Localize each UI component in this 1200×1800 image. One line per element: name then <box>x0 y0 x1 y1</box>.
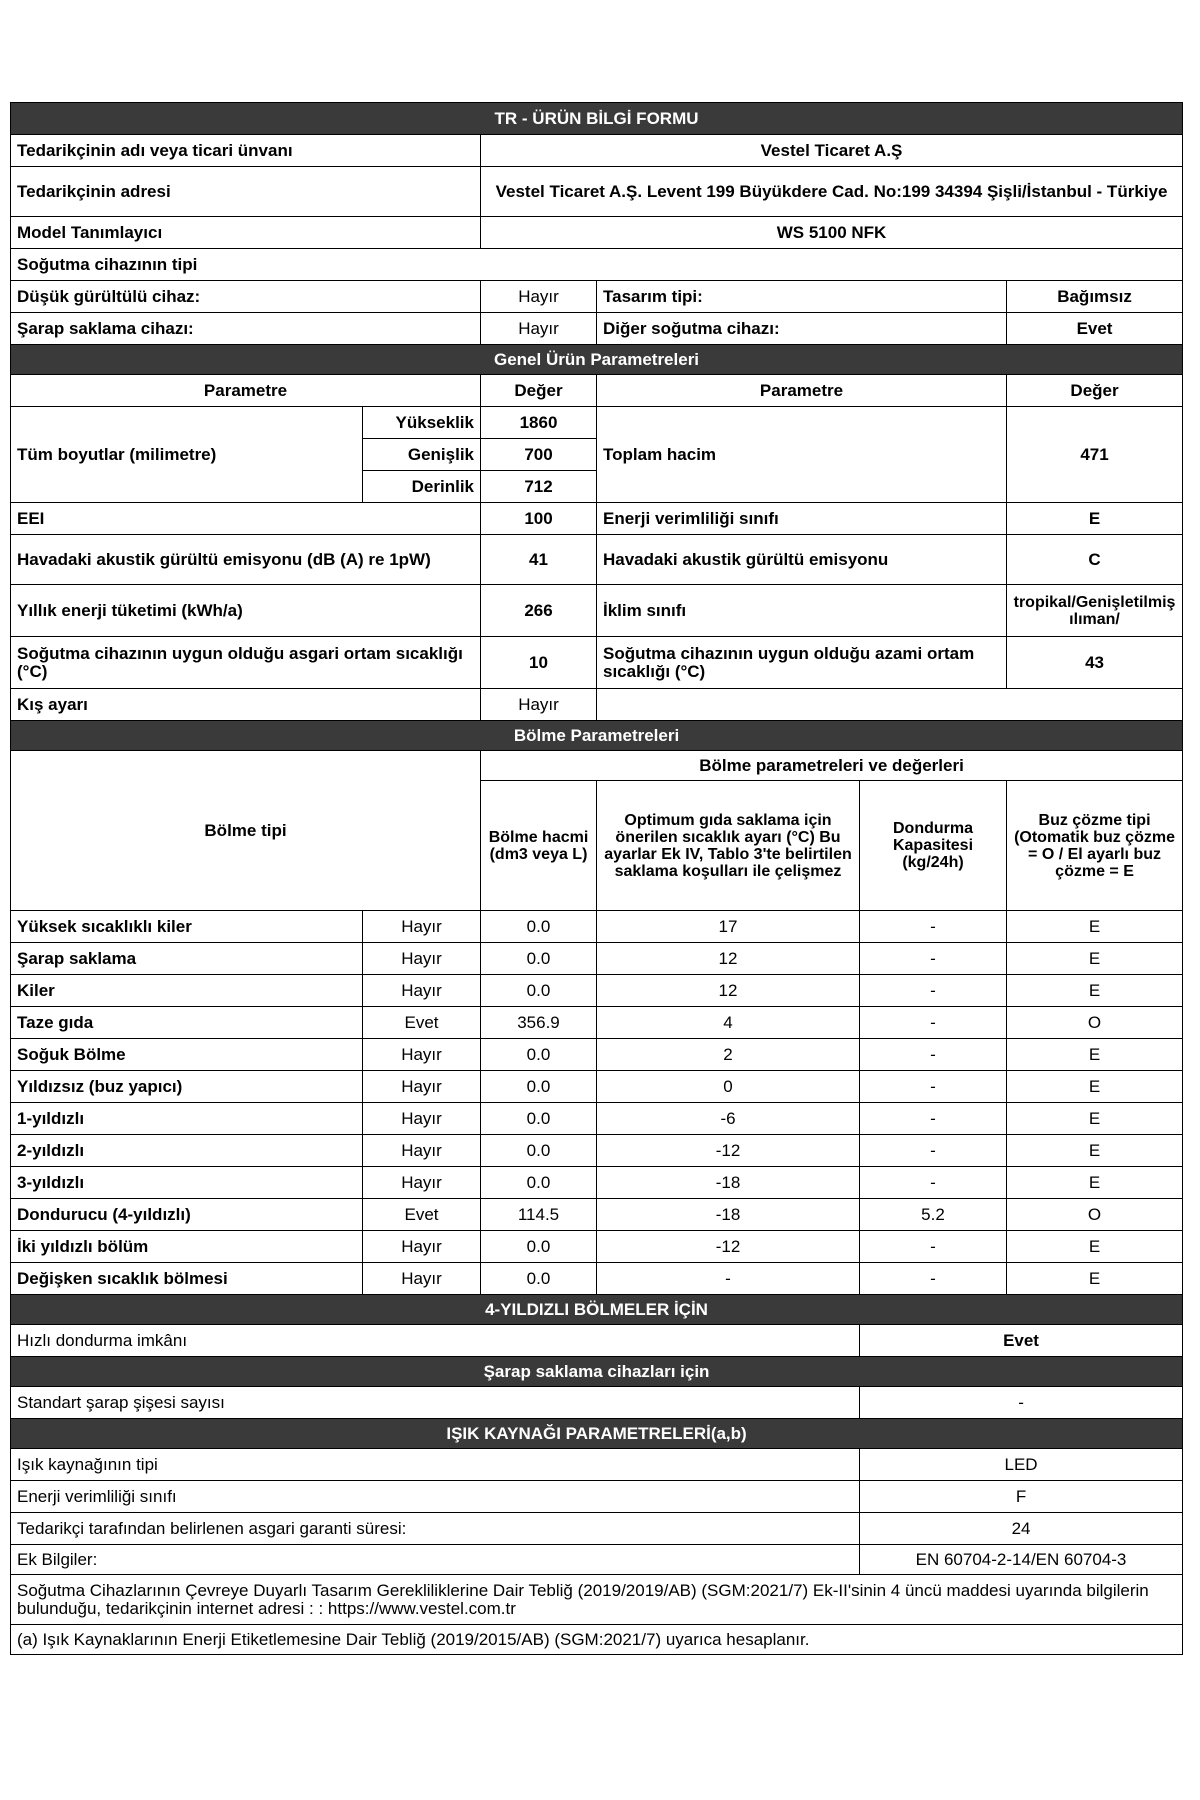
compartment-volume: 0.0 <box>481 1263 597 1295</box>
compartment-row <box>11 1007 1183 1039</box>
light-section-header <box>11 1419 1183 1449</box>
general-title: Genel Ürün Parametreleri <box>11 345 1183 375</box>
footer-note-light-regulation: (a) Işık Kaynaklarının Enerji Etiketlemesine Dair Tebliğ (2019/2015/AB) (SGM:2021/7) uyarıca hesaplanır. <box>11 1625 1183 1655</box>
compartment-name: Yüksek sıcaklıklı kiler <box>11 911 363 943</box>
wine-device-row <box>11 313 1183 345</box>
wine-bottles-row <box>11 1387 1183 1419</box>
ambient-temp-row <box>11 637 1183 689</box>
product-info-form <box>10 102 1182 1655</box>
compartment-present: Hayır <box>363 1231 481 1263</box>
compartment-volume: 0.0 <box>481 1039 597 1071</box>
compartment-present: Hayır <box>363 943 481 975</box>
compartment-row <box>11 1039 1183 1071</box>
compartment-defrost-type: E <box>1007 1103 1183 1135</box>
extra-info-value: EN 60704-2-14/EN 60704-3 <box>860 1545 1183 1575</box>
min-temp-label: Soğutma cihazının uygun olduğu asgari ortam sıcaklığı (°C) <box>11 637 481 689</box>
light-class-value: F <box>860 1481 1183 1513</box>
compartment-row <box>11 1071 1183 1103</box>
warranty-label: Tedarikçi tarafından belirlenen asgari garanti süresi: <box>11 1513 860 1545</box>
energy-class-label: Enerji verimliliği sınıfı <box>597 503 1007 535</box>
eei-row <box>11 503 1183 535</box>
compartment-col-defrost: Buz çözme tipi (Otomatik buz çözme = O / El ayarlı buz çözme = E <box>1007 781 1183 911</box>
compartment-name: Taze gıda <box>11 1007 363 1039</box>
compartment-row <box>11 1199 1183 1231</box>
other-device-value: Evet <box>1007 313 1183 345</box>
compartment-present: Hayır <box>363 1039 481 1071</box>
compartment-col-freeze: Dondurma Kapasitesi (kg/24h) <box>860 781 1007 911</box>
climate-class-value: tropikal/Genişletilmiş ılıman/ <box>1007 585 1183 637</box>
compartment-freeze-capacity: - <box>860 1231 1007 1263</box>
compartment-volume: 0.0 <box>481 1135 597 1167</box>
light-type-label: Işık kaynağının tipi <box>11 1449 860 1481</box>
compartment-volume: 0.0 <box>481 1167 597 1199</box>
supplier-name-row <box>11 135 1183 167</box>
light-class-row <box>11 1481 1183 1513</box>
winter-label: Kış ayarı <box>11 689 481 721</box>
compartment-temp: 17 <box>597 911 860 943</box>
compartment-name: Yıldızsız (buz yapıcı) <box>11 1071 363 1103</box>
noise-row <box>11 535 1183 585</box>
warranty-value: 24 <box>860 1513 1183 1545</box>
compartment-volume: 114.5 <box>481 1199 597 1231</box>
extra-info-label: Ek Bilgiler: <box>11 1545 860 1575</box>
compartment-row <box>11 943 1183 975</box>
width-value: 700 <box>481 439 597 471</box>
fast-freeze-value: Evet <box>860 1325 1183 1357</box>
compartment-present: Hayır <box>363 1167 481 1199</box>
compartment-temp: 12 <box>597 975 860 1007</box>
footer-note2-row <box>11 1625 1183 1655</box>
wine-device-value: Hayır <box>481 313 597 345</box>
compartment-freeze-capacity: - <box>860 1007 1007 1039</box>
climate-class-label: İklim sınıfı <box>597 585 1007 637</box>
device-type-row <box>11 249 1183 281</box>
compartment-defrost-type: E <box>1007 943 1183 975</box>
compartment-freeze-capacity: - <box>860 1103 1007 1135</box>
low-noise-value: Hayır <box>481 281 597 313</box>
max-temp-label: Soğutma cihazının uygun olduğu azami ortam sıcaklığı (°C) <box>597 637 1007 689</box>
compartment-freeze-capacity: - <box>860 943 1007 975</box>
compartment-temp: - <box>597 1263 860 1295</box>
compartment-volume: 0.0 <box>481 1231 597 1263</box>
compartment-name: 2-yıldızlı <box>11 1135 363 1167</box>
compartment-freeze-capacity: 5.2 <box>860 1199 1007 1231</box>
compartment-temp: -18 <box>597 1167 860 1199</box>
compartment-rows <box>11 911 1183 1295</box>
design-type-value: Bağımsız <box>1007 281 1183 313</box>
compartment-present: Hayır <box>363 911 481 943</box>
compartment-col-temp: Optimum gıda saklama için önerilen sıcaklık ayarı (°C) Bu ayarlar Ek IV, Tablo 3'te belirtilen saklama koşulları ile çelişmez <box>597 781 860 911</box>
compartment-defrost-type: E <box>1007 1231 1183 1263</box>
supplier-address-label: Tedarikçinin adresi <box>11 167 481 217</box>
four-star-section-header <box>11 1295 1183 1325</box>
wine-bottles-value: - <box>860 1387 1183 1419</box>
model-row <box>11 217 1183 249</box>
fast-freeze-row <box>11 1325 1183 1357</box>
compartment-temp: 2 <box>597 1039 860 1071</box>
depth-value: 712 <box>481 471 597 503</box>
compartment-row <box>11 1231 1183 1263</box>
compartment-defrost-type: O <box>1007 1007 1183 1039</box>
compartment-name: Şarap saklama <box>11 943 363 975</box>
winter-row <box>11 689 1183 721</box>
compartment-present: Hayır <box>363 975 481 1007</box>
supplier-name-label: Tedarikçinin adı veya ticari ünvanı <box>11 135 481 167</box>
compartment-defrost-type: E <box>1007 1039 1183 1071</box>
compartment-temp: 0 <box>597 1071 860 1103</box>
compartment-defrost-type: E <box>1007 1167 1183 1199</box>
noise-class-value: C <box>1007 535 1183 585</box>
min-temp-value: 10 <box>481 637 597 689</box>
compartment-group-header-row <box>11 751 1183 781</box>
total-volume-label: Toplam hacim <box>597 407 1007 503</box>
compartment-name: Kiler <box>11 975 363 1007</box>
compartment-col-type: Bölme tipi <box>11 751 481 911</box>
general-col-param-right: Parametre <box>597 375 1007 407</box>
extra-info-row <box>11 1545 1183 1575</box>
other-device-label: Diğer soğutma cihazı: <box>597 313 1007 345</box>
compartment-freeze-capacity: - <box>860 1135 1007 1167</box>
compartment-freeze-capacity: - <box>860 1167 1007 1199</box>
supplier-address-value: Vestel Ticaret A.Ş. Levent 199 Büyükdere Cad. No:199 34394 Şişli/İstanbul - Türkiye <box>481 167 1183 217</box>
model-value: WS 5100 NFK <box>481 217 1183 249</box>
noise-db-label: Havadaki akustik gürültü emisyonu (dB (A) re 1pW) <box>11 535 481 585</box>
compartment-row <box>11 1103 1183 1135</box>
noise-db-value: 41 <box>481 535 597 585</box>
compartment-freeze-capacity: - <box>860 1263 1007 1295</box>
compartment-name: Değişken sıcaklık bölmesi <box>11 1263 363 1295</box>
noise-class-label: Havadaki akustik gürültü emisyonu <box>597 535 1007 585</box>
compartment-title: Bölme Parametreleri <box>11 721 1183 751</box>
compartment-row <box>11 1263 1183 1295</box>
compartment-present: Evet <box>363 1199 481 1231</box>
low-noise-row <box>11 281 1183 313</box>
compartment-volume: 0.0 <box>481 911 597 943</box>
model-label: Model Tanımlayıcı <box>11 217 481 249</box>
compartment-name: 1-yıldızlı <box>11 1103 363 1135</box>
light-class-label: Enerji verimliliği sınıfı <box>11 1481 860 1513</box>
form-title-row <box>11 103 1183 135</box>
compartment-temp: -18 <box>597 1199 860 1231</box>
light-type-value: LED <box>860 1449 1183 1481</box>
compartment-temp: 12 <box>597 943 860 975</box>
compartment-freeze-capacity: - <box>860 1039 1007 1071</box>
general-col-value-right: Değer <box>1007 375 1183 407</box>
compartment-defrost-type: E <box>1007 1263 1183 1295</box>
compartment-name: Dondurucu (4-yıldızlı) <box>11 1199 363 1231</box>
product-info-table <box>10 102 1183 1655</box>
wine-bottles-label: Standart şarap şişesi sayısı <box>11 1387 860 1419</box>
wine-title: Şarap saklama cihazları için <box>11 1357 1183 1387</box>
compartment-defrost-type: E <box>1007 911 1183 943</box>
compartment-group-header: Bölme parametreleri ve değerleri <box>481 751 1183 781</box>
warranty-row <box>11 1513 1183 1545</box>
depth-label: Derinlik <box>363 471 481 503</box>
height-row <box>11 407 1183 439</box>
compartment-present: Hayır <box>363 1071 481 1103</box>
compartment-col-volume: Bölme hacmi (dm3 veya L) <box>481 781 597 911</box>
compartment-defrost-type: E <box>1007 1071 1183 1103</box>
footer-note-website: Soğutma Cihazlarının Çevreye Duyarlı Tasarım Gerekliliklerine Dair Tebliğ (2019/2019/AB) (SGM:2021/7) Ek-II'sinin 4 üncü maddesi uyarında bilgilerin bulunduğu, tedarikçinin internet adresi : : https://www.vestel.com.tr <box>11 1575 1183 1625</box>
compartment-temp: -6 <box>597 1103 860 1135</box>
total-volume-value: 471 <box>1007 407 1183 503</box>
height-value: 1860 <box>481 407 597 439</box>
compartment-present: Hayır <box>363 1263 481 1295</box>
compartment-temp: -12 <box>597 1135 860 1167</box>
general-col-param-left: Parametre <box>11 375 481 407</box>
winter-value: Hayır <box>481 689 597 721</box>
eei-label: EEI <box>11 503 481 535</box>
compartment-present: Hayır <box>363 1103 481 1135</box>
annual-energy-label: Yıllık enerji tüketimi (kWh/a) <box>11 585 481 637</box>
light-type-row <box>11 1449 1183 1481</box>
eei-value: 100 <box>481 503 597 535</box>
supplier-address-row <box>11 167 1183 217</box>
form-title: TR - ÜRÜN BİLGİ FORMU <box>11 103 1183 135</box>
wine-device-label: Şarap saklama cihazı: <box>11 313 481 345</box>
compartment-volume: 0.0 <box>481 1071 597 1103</box>
compartment-row <box>11 1167 1183 1199</box>
compartment-temp: -12 <box>597 1231 860 1263</box>
design-type-label: Tasarım tipi: <box>597 281 1007 313</box>
annual-energy-row <box>11 585 1183 637</box>
compartment-temp: 4 <box>597 1007 860 1039</box>
supplier-name-value: Vestel Ticaret A.Ş <box>481 135 1183 167</box>
compartment-name: İki yıldızlı bölüm <box>11 1231 363 1263</box>
annual-energy-value: 266 <box>481 585 597 637</box>
compartment-name: 3-yıldızlı <box>11 1167 363 1199</box>
light-title: IŞIK KAYNAĞI PARAMETRELERİ(a,b) <box>11 1419 1183 1449</box>
compartment-volume: 0.0 <box>481 975 597 1007</box>
low-noise-label: Düşük gürültülü cihaz: <box>11 281 481 313</box>
energy-class-value: E <box>1007 503 1183 535</box>
compartment-row <box>11 911 1183 943</box>
compartment-row <box>11 1135 1183 1167</box>
compartment-freeze-capacity: - <box>860 975 1007 1007</box>
winter-empty-cell <box>597 689 1183 721</box>
height-label: Yükseklik <box>363 407 481 439</box>
max-temp-value: 43 <box>1007 637 1183 689</box>
compartment-freeze-capacity: - <box>860 911 1007 943</box>
compartment-volume: 0.0 <box>481 1103 597 1135</box>
compartment-defrost-type: O <box>1007 1199 1183 1231</box>
compartment-name: Soğuk Bölme <box>11 1039 363 1071</box>
compartment-present: Evet <box>363 1007 481 1039</box>
four-star-title: 4-YILDIZLI BÖLMELER İÇİN <box>11 1295 1183 1325</box>
compartment-section-header <box>11 721 1183 751</box>
dimensions-label: Tüm boyutlar (milimetre) <box>11 407 363 503</box>
compartment-volume: 0.0 <box>481 943 597 975</box>
wine-section-header <box>11 1357 1183 1387</box>
general-column-header-row <box>11 375 1183 407</box>
compartment-row <box>11 975 1183 1007</box>
width-label: Genişlik <box>363 439 481 471</box>
compartment-present: Hayır <box>363 1135 481 1167</box>
compartment-defrost-type: E <box>1007 975 1183 1007</box>
compartment-defrost-type: E <box>1007 1135 1183 1167</box>
general-col-value-left: Değer <box>481 375 597 407</box>
general-section-header <box>11 345 1183 375</box>
footer-note1-row <box>11 1575 1183 1625</box>
fast-freeze-label: Hızlı dondurma imkânı <box>11 1325 860 1357</box>
compartment-volume: 356.9 <box>481 1007 597 1039</box>
device-type-title: Soğutma cihazının tipi <box>11 249 1183 281</box>
compartment-freeze-capacity: - <box>860 1071 1007 1103</box>
